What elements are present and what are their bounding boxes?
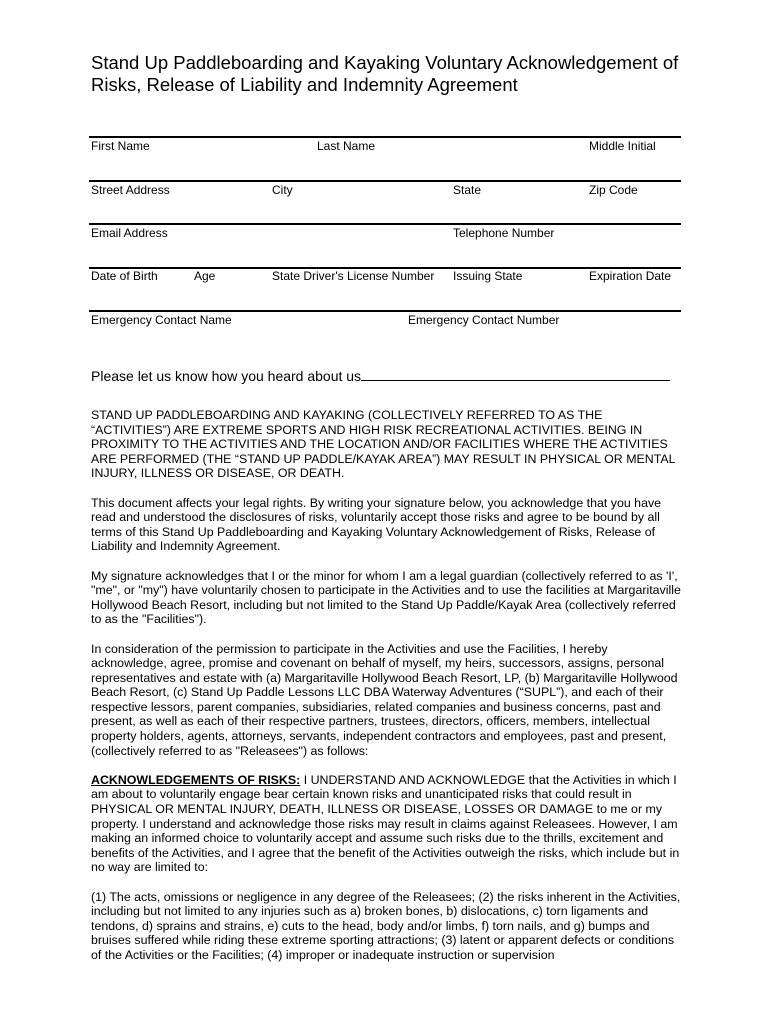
form-rule — [89, 223, 681, 225]
signature-acknowledgement-paragraph: My signature acknowledges that I or the minor for whom I am a legal guardian (collectively referred to as 'I', "me", or "my") have voluntarily chosen to participate in the Activities and to use the facilities at Margaritaville Hollywood Beach Resort, including but not limited to the Stand Up Paddle/Kayak Area (collectively referred to as the "Facilities"). — [91, 568, 681, 627]
agreement-body — [91, 408, 683, 977]
first-name-field[interactable]: First Name — [91, 139, 150, 153]
acknowledgements-of-risks-heading: ACKNOWLEDGEMENTS OF RISKS: — [91, 772, 301, 787]
acknowledgements-of-risks-text: I UNDERSTAND AND ACKNOWLEDGE that the Activities in which I am about to voluntarily engage bear certain known risks and unanticipated risks that could result in PHYSICAL OR MENTAL INJURY, DEATH, ILLNESS OR DISEASE, LOSSES OR DAMAGE to me or my property. I understand and acknowledge those risks may result in claims against Releasees. However, I am making an informed choice to voluntarily accept and assume such risks due to the thrills, excitement and benefits of the Activities, and I agree that the benefit of the Activities outweigh the risks, which include but in no way are limited to: — [91, 772, 680, 875]
last-name-field[interactable]: Last Name — [317, 139, 376, 153]
heard-about-us-label: Please let us know how you heard about us — [91, 368, 362, 384]
middle-initial-field[interactable]: Middle Initial — [589, 139, 656, 153]
heard-about-us-row — [91, 366, 670, 385]
emergency-contact-name-field[interactable]: Emergency Contact Name — [91, 313, 232, 327]
issuing-state-field[interactable]: Issuing State — [453, 269, 523, 283]
document-title: Stand Up Paddleboarding and Kayaking Voluntary Acknowledgement of Risks, Release of Liability and Indemnity Agreement — [91, 52, 679, 95]
email-address-field[interactable]: Email Address — [91, 226, 168, 240]
form-rule — [89, 310, 681, 312]
expiration-date-field[interactable]: Expiration Date — [589, 269, 672, 283]
consideration-paragraph: In consideration of the permission to participate in the Activities and use the Facilities, I hereby acknowledge, agree, promise and covenant on behalf of myself, my heirs, successors, assigns, personal representatives and estate with (a) Margaritaville Hollywood Beach Resort, LP, (b) Margaritaville Hollywood Beach Resort, (c) Stand Up Paddle Lessons LLC DBA Waterway Adventures (“SUPL”), and each of their respective lessors, parent companies, subsidiaries, related companies and business concerns, past and present, as well as each of their respective partners, trustees, directors, officers, members, intellectual property holders, agents, attorneys, servants, independent contractors and employees, past and present, (collectively referred to as "Releasees") as follows: — [91, 641, 678, 758]
heard-about-us-input[interactable] — [361, 366, 670, 381]
legal-rights-paragraph: This document affects your legal rights. By writing your signature below, you acknowledge that you have read and understood the disclosures of risks, voluntarily accept those risks and agree to be bound by all terms of this Stand Up Paddleboarding and Kayaking Voluntary Acknowledgement of Risks, Release of Liability and Indemnity Agreement. — [91, 495, 662, 554]
date-of-birth-field[interactable]: Date of Birth — [91, 269, 158, 283]
street-address-field[interactable]: Street Address — [91, 183, 170, 197]
license-number-field[interactable]: State Driver's License Number — [272, 269, 435, 283]
risk-list-paragraph: (1) The acts, omissions or negligence in any degree of the Releasees; (2) the risks inherent in the Activities, including but not limited to any injuries such as a) broken bones, b) dislocations, c) torn ligaments and tendons, d) sprains and strains, e) cuts to the head, body and/or limbs, f) torn nails, and g) bumps and bruises suffered while riding these extreme sporting attractions; (3) latent or apparent defects or conditions of the Activities or the Facilities; (4) improper or inadequate instruction or supervision — [91, 889, 681, 962]
city-field[interactable]: City — [272, 183, 293, 197]
age-field[interactable]: Age — [194, 269, 216, 283]
zip-code-field[interactable]: Zip Code — [589, 183, 638, 197]
acknowledgements-of-risks-paragraph — [91, 773, 683, 875]
form-rule — [89, 136, 681, 138]
state-field[interactable]: State — [453, 183, 482, 197]
form-rule — [89, 180, 681, 182]
telephone-number-field[interactable]: Telephone Number — [453, 226, 555, 240]
emergency-contact-number-field[interactable]: Emergency Contact Number — [408, 313, 560, 327]
risk-warning-paragraph: STAND UP PADDLEBOARDING AND KAYAKING (COLLECTIVELY REFERRED TO AS THE “ACTIVITIES”) ARE EXTREME SPORTS AND HIGH RISK RECREATIONAL ACTIVITIES. BEING IN PROXIMITY TO THE ACTIVITIES AND THE LOCATION AND/OR FACILITIES WHERE THE ACTIVITIES ARE PERFORMED (THE “STAND UP PADDLE/KAYAK AREA”) MAY RESULT IN PHYSICAL OR MENTAL INJURY, ILLNESS OR DISEASE, OR DEATH. — [91, 408, 676, 481]
